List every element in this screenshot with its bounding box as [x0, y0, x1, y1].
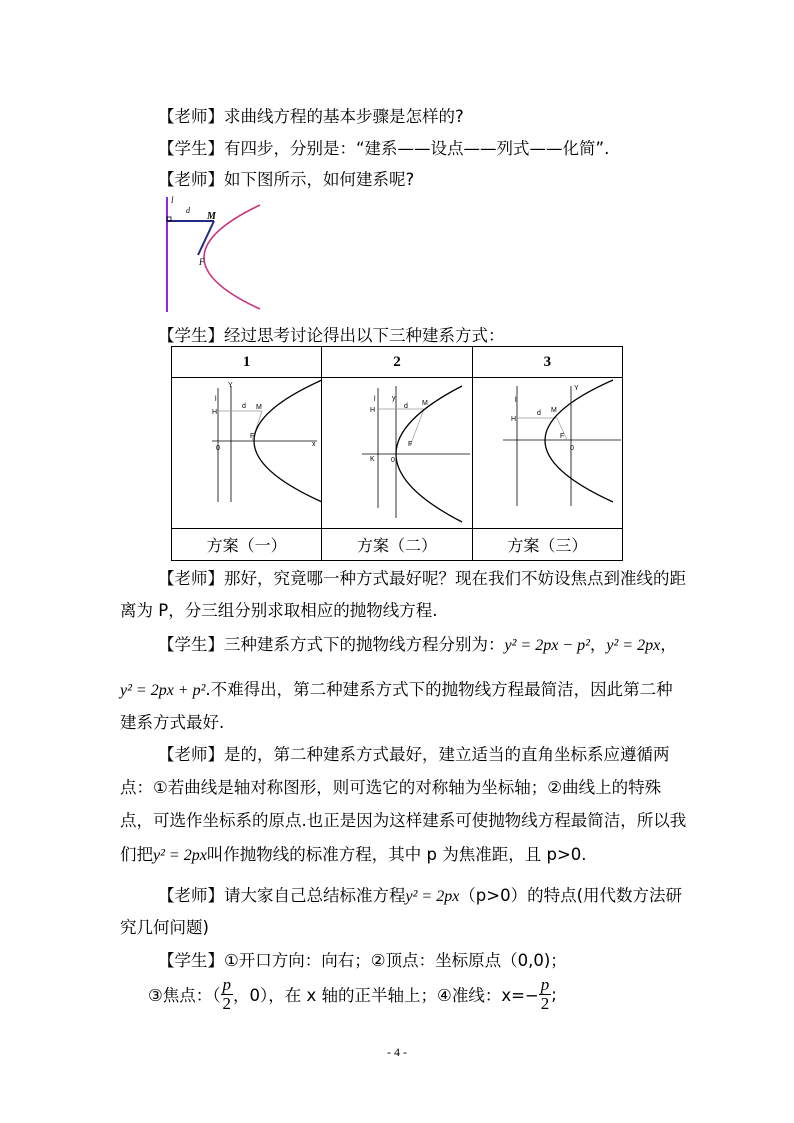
scheme-2-figure-cell — [322, 378, 472, 529]
label-l: l — [171, 195, 174, 205]
label-M: M — [422, 400, 429, 407]
paragraph-text: 点，可选作坐标系的原点.也正是因为这样建系可使抛物线方程最简洁，所以我 — [120, 811, 687, 830]
label-d: d — [242, 403, 246, 410]
label-l: l — [374, 396, 376, 403]
dialog-line — [158, 103, 464, 127]
label-l: l — [215, 396, 217, 403]
paragraph-text: 点：①若曲线是轴对称图形，则可选它的对称轴为坐标轴；②曲线上的特殊 — [120, 778, 662, 797]
table-header-row — [172, 347, 623, 378]
paragraph-text: 那好，究竟哪一种方式最好呢？现在我们不妨设焦点到准线的距 — [224, 569, 686, 588]
label-H: H — [370, 407, 376, 414]
table-caption-row — [172, 529, 623, 561]
equation: y² = 2px + p² — [120, 682, 206, 699]
paragraph-text: 叫作抛物线的标准方程，其中 p 为焦准距，且 p>0. — [206, 845, 587, 864]
paragraph-text: ，0），在 x 轴的正半轴上；④准线：x=− — [233, 986, 539, 1006]
label-d: d — [186, 206, 190, 215]
label-origin: 0 — [391, 457, 396, 464]
label-M: M — [256, 404, 262, 411]
label-d: d — [404, 403, 409, 410]
paragraph-text: 是的，第二种建系方式最好，建立适当的直角坐标系应遵循两 — [224, 745, 670, 764]
paragraph-line — [120, 774, 661, 798]
scheme-1-figure-cell — [172, 378, 322, 529]
paragraph-line — [120, 676, 673, 700]
schemes-table — [171, 346, 623, 561]
paragraph-text: 离为 P，分三组分别求取相应的抛物线方程. — [120, 601, 438, 620]
scheme-2-graph — [322, 378, 472, 524]
label-origin: 0 — [569, 445, 574, 452]
label-y: y — [392, 395, 396, 402]
paragraph-text: 建系方式最好. — [120, 713, 225, 732]
label-Y: Y — [228, 382, 233, 389]
paragraph-text: .不难得出，第二种建系方式下的抛物线方程最简洁，因此第二种 — [205, 680, 673, 699]
speaker-label: 【老师】 — [158, 107, 224, 126]
paragraph-line — [158, 565, 686, 589]
scheme-3-figure-cell — [472, 378, 622, 529]
header-cell: 1 — [172, 347, 322, 378]
caption-cell: 方案（一） — [172, 529, 322, 561]
paragraph-line — [158, 882, 682, 906]
caption-cell: 方案（三） — [472, 529, 622, 561]
paragraph-line: 【学生】三种建系方式下的抛物线方程分别为：y² = 2px − p²，y² = 2px， — [158, 635, 677, 654]
speaker-label: 【学生】 — [158, 139, 224, 158]
equation: y² = 2px − p² — [504, 637, 590, 654]
dialog-line — [158, 322, 505, 346]
scheme-1-graph — [172, 378, 322, 524]
paragraph-line — [120, 807, 686, 831]
speaker-label: 【学生】 — [158, 635, 224, 654]
dialog-text: 求曲线方程的基本步骤是怎样的? — [224, 107, 464, 126]
header-cell: 2 — [322, 347, 472, 378]
label-Y: Y — [573, 385, 579, 392]
label-K: K — [370, 456, 375, 463]
paragraph-text: （p>0）的特点(用代数方法研 — [459, 886, 683, 905]
label-x: x — [312, 441, 316, 448]
label-M: M — [550, 407, 557, 414]
paragraph-text: ; — [551, 984, 557, 1004]
paragraph-text: 请大家自己总结标准方程 — [224, 886, 406, 905]
paragraph-line — [158, 741, 670, 765]
paragraph-text: 们把 — [120, 845, 153, 864]
label-origin: 0 — [216, 445, 220, 452]
equation: y² = 2px — [153, 847, 207, 864]
scheme-3-graph — [473, 378, 623, 524]
paragraph-line — [120, 597, 437, 621]
dialog-text: 有四步，分别是：“建系——设点——列式——化简”. — [224, 139, 610, 158]
fraction-p-over-2: $\frac{p}{2}$ — [222, 975, 232, 1013]
paragraph-text: 三种建系方式下的抛物线方程分别为： — [224, 635, 505, 654]
page-number: - 4 - — [387, 1045, 407, 1059]
equation: y² = 2px — [405, 888, 460, 905]
fraction-p-over-2: $\frac{p}{2}$ — [540, 975, 550, 1013]
paragraph-line — [158, 947, 567, 971]
label-l: l — [514, 397, 517, 404]
dialog-line — [158, 135, 609, 159]
label-d: d — [536, 410, 541, 417]
label-F: F — [559, 433, 564, 440]
label-F: F — [199, 257, 205, 267]
paragraph-line — [120, 709, 224, 733]
paragraph-line — [120, 914, 209, 938]
paragraph-line — [120, 841, 587, 865]
speaker-label: 【老师】 — [158, 569, 224, 588]
parabola-curve — [545, 380, 613, 502]
equation: y² = 2px — [606, 637, 661, 654]
speaker-label: 【学生】 — [158, 951, 224, 970]
speaker-label: 【老师】 — [158, 170, 224, 189]
dialog-text: 如下图所示，如何建系呢? — [224, 170, 415, 189]
caption-cell: 方案（二） — [322, 529, 472, 561]
table-figure-row — [172, 378, 623, 529]
paragraph-line — [148, 976, 557, 1013]
speaker-label: 【老师】 — [158, 745, 224, 764]
dialog-text: 经过思考讨论得出以下三种建系方式： — [224, 326, 505, 345]
label-M: M — [207, 211, 216, 222]
label-F: F — [408, 441, 413, 448]
paragraph-text: ①开口方向：向右；②顶点：坐标原点（0,0)； — [224, 951, 567, 970]
speaker-label: 【老师】 — [158, 886, 224, 905]
paragraph-text: ③焦点：（ — [148, 986, 221, 1006]
header-cell: 3 — [472, 347, 622, 378]
label-F: F — [250, 433, 255, 440]
label-H: H — [510, 416, 516, 423]
speaker-label: 【学生】 — [158, 326, 224, 345]
paragraph-text: 究几何问题) — [120, 918, 209, 937]
label-H: H — [212, 409, 218, 416]
parabola-sketch-figure — [150, 192, 270, 317]
dialog-line — [158, 166, 414, 190]
